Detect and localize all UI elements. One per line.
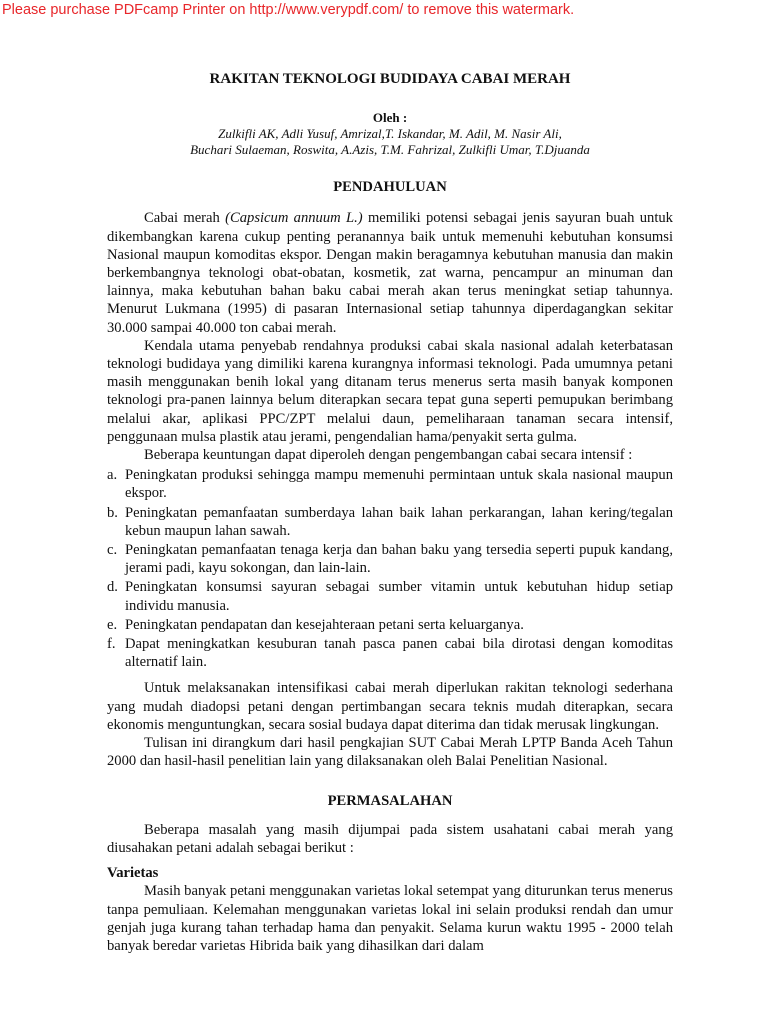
list-item — [107, 616, 673, 634]
list-marker: e. — [107, 616, 118, 633]
authors-line-2: Buchari Sulaeman, Roswita, A.Azis, T.M. Fahrizal, Zulkifli Umar, T.Djuanda — [190, 142, 590, 158]
authors-line-1: Zulkifli AK, Adli Yusuf, Amrizal,T. Iskandar, M. Adil, M. Nasir Ali, — [218, 126, 562, 142]
benefits-list — [107, 466, 673, 671]
paragraph-varietas: Masih banyak petani menggunakan varietas lokal setempat yang diturunkan terus menerus tanpa pemuliaan. Kelemahan menggunakan varietas lokal ini selain produksi rendah dan umur genjah juga kurang tahan terhadap hama dan penyakit. Selama kurun waktu 1995 - 2000 telah banyak beredar varietas Hibrida baik yang dihasilkan dari dalam — [107, 883, 673, 954]
list-item — [107, 635, 673, 671]
list-item-text: Dapat meningkatkan kesuburan tanah pasca panen cabai bila dirotasi dengan komoditas alternatif lain. — [125, 636, 673, 671]
list-item — [107, 466, 673, 502]
paragraph-benefits-intro: Beberapa keuntungan dapat diperoleh dengan pengembangan cabai secara intensif : — [144, 447, 633, 464]
list-marker: d. — [107, 579, 118, 596]
list-item — [107, 504, 673, 540]
byline-label: Oleh : — [372, 110, 408, 126]
paragraph-intensification: Untuk melaksanakan intensifikasi cabai merah diperlukan rakitan teknologi sederhana yang mudah diadopsi petani dengan pertimbangan secara teknis mudah diterapkan, secara ekonomis menguntungkan, secara sosial budaya dapat diterima dan tidak merusak lingkungan. — [107, 680, 673, 733]
document-page — [107, 70, 673, 955]
subheading-varietas: Varietas — [107, 865, 159, 882]
document-title: RAKITAN TEKNOLOGI BUDIDAYA CABAI MERAH — [209, 71, 571, 87]
list-item — [107, 578, 673, 614]
paragraph-intro — [107, 209, 673, 336]
list-marker: f. — [107, 636, 116, 653]
paragraph-intro-start: Cabai merah — [144, 210, 226, 227]
watermark-text: Please purchase PDFcamp Printer on http://www.verypdf.com/ to remove this watermark. — [2, 2, 575, 18]
list-marker: b. — [107, 504, 118, 521]
list-item-text: Peningkatan pendapatan dan kesejahteraan petani serta keluarganya. — [125, 616, 524, 633]
paragraph-problems-intro: Beberapa masalah yang masih dijumpai pada sistem usahatani cabai merah yang diusahakan petani adalah sebagai berikut : — [107, 821, 673, 856]
paragraph-constraints: Kendala utama penyebab rendahnya produksi cabai skala nasional adalah keterbatasan teknologi budidaya yang dimiliki karena kurangnya informasi teknologi. Pada umumnya petani masih menggunakan benih lokal yang ditanam terus menerus serta masih banyak komponen teknologi pra-panen lainnya belum diterapkan secara tepat guna seperti pemupukan berimbang melalui akar, aplikasi PPC/ZPT melalui daun, pemeliharaan tanaman secara intensif, penggunaan mulsa plastik atau jerami, pengendalian hama/penyakit serta gulma. — [107, 337, 673, 445]
list-item-text: Peningkatan konsumsi sayuran sebagai sumber vitamin untuk kebutuhan hidup setiap individu manusia. — [125, 579, 673, 614]
species-name: (Capsicum annuum L.) — [225, 210, 363, 227]
list-marker: a. — [107, 467, 118, 484]
paragraph-intro-rest: memiliki potensi sebagai jenis sayuran buah untuk dikembangkan karena cukup penting peranannya baik untuk memenuhi kebutuhan konsumsi Nasional maupun komoditas ekspor. Dengan makin beragamnya kebutuhan manusia dan makin berkembangnya teknologi obat-obatan, kosmetik, zat warna, pencampur an minuman dan lainnya, maka kebutuhan bahan baku cabai merah akan terus meningkat setiap tahunnya. Menurut Lukmana (1995) di pasaran Internasional setiap tahunnya diperdagangkan sekitar 30.000 sampai 40.000 ton cabai merah. — [107, 210, 673, 336]
paragraph-source: Tulisan ini dirangkum dari hasil pengkajian SUT Cabai Merah LPTP Banda Aceh Tahun 2000 dan hasil-hasil penelitian lain yang dilaksanakan oleh Balai Penelitian Nasional. — [107, 735, 673, 770]
list-marker: c. — [107, 542, 118, 559]
list-item-text: Peningkatan pemanfaatan tenaga kerja dan bahan baku yang tersedia seperti pupuk kandang, jerami padi, kayu sokongan, dan lain-lain. — [125, 542, 673, 577]
list-item — [107, 541, 673, 577]
list-item-text: Peningkatan pemanfaatan sumberdaya lahan baik lahan perkarangan, lahan kering/tegalan kebun maupun lahan sawah. — [125, 504, 673, 539]
list-item-text: Peningkatan produksi sehingga mampu memenuhi permintaan untuk skala nasional maupun ekspor. — [125, 467, 673, 502]
section-heading-permasalahan: PERMASALAHAN — [327, 792, 453, 809]
section-heading-pendahuluan: PENDAHULUAN — [333, 179, 447, 196]
